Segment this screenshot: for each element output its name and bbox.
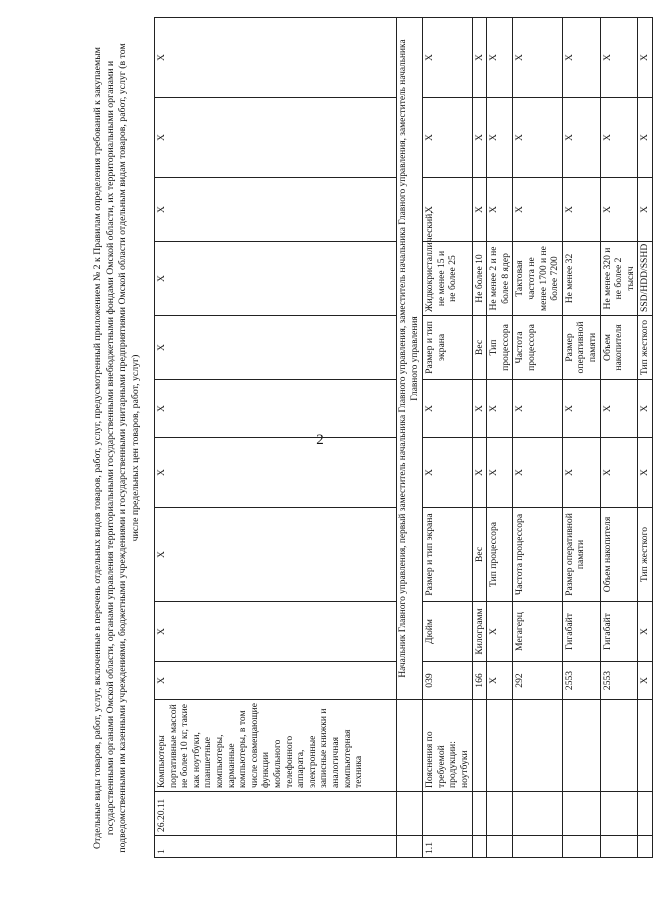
empty-cell [562,792,600,836]
characteristic: Тип процессора [487,316,513,380]
x-mark: X [423,380,472,438]
characteristic: Объем накопителя [600,316,638,380]
empty-cell [513,836,562,858]
characteristic-value: Не менее 2 и не более 8 ядер [487,242,513,316]
okei-code: 039 [423,662,472,700]
empty-cell [562,836,600,858]
empty-cell [513,792,562,836]
table-row [638,18,653,858]
x-mark: X [155,508,397,602]
row1-code: 26.20.11 [155,792,397,836]
okei-code: 166 [472,662,487,700]
empty-cell [487,700,513,792]
x-mark: X [155,18,397,98]
characteristic-value: SSD/HDD/SSHD [638,242,653,316]
characteristic: Вес [472,316,487,380]
x-mark: X [472,98,487,178]
empty-cell [397,836,423,858]
table-row-1 [155,18,397,858]
x-mark: X [472,178,487,242]
x-mark: X [513,438,562,508]
x-mark: X [600,18,638,98]
x-mark: X [423,18,472,98]
unit-name: X [638,602,653,662]
x-mark: X [513,98,562,178]
positions-row: Начальник Главного управления, первый заместитель начальника Главного управления, заместитель начальника Главного управления, заместитель начальника Главного управления [397,18,423,700]
x-mark: X [562,98,600,178]
x-mark: X [487,98,513,178]
rotated-page [92,38,651,858]
characteristic: Вес [472,508,487,602]
x-mark: X [513,380,562,438]
x-mark: X [155,178,397,242]
empty-cell [600,700,638,792]
characteristic: Тип жесткого [638,508,653,602]
x-mark: X [155,98,397,178]
x-mark: X [600,178,638,242]
x-mark: X [155,662,397,700]
empty-cell [638,792,653,836]
table-row [562,18,600,858]
x-mark: X [600,438,638,508]
row1-name: Компьютеры портативные массой не более 10 кг, такие как ноутбуки, планшетные компьютеры, карманные компьютеры, в том числе совмещающие функции мобильного телефонного аппарата, электронные записные книжки и аналогичная компьютерная техника [155,700,397,792]
table-row [472,18,487,858]
x-mark: X [638,18,653,98]
x-mark: X [487,438,513,508]
unit-name: Дюйм [423,602,472,662]
x-mark: X [638,178,653,242]
empty-cell [513,700,562,792]
characteristic-value: Не менее 32 [562,242,600,316]
empty-cell [638,700,653,792]
caption: Отдельные виды товаров, работ, услуг, включенные в перечень отдельных видов товаров, работ, услуг, предусмотренный приложением № 2 к Правилам определения требований к закупаемым государственными органами Омской области, органами управления территориальными государственными внебюджетными фондами Омской области, их территориальными органами и подведомственными им казенными учреждениями, бюджетными учреждениями и государственными унитарными предприятиями Омской области отдельным видам товаров, работ, услуг (в том числе предельных цен товаров, работ, услуг) [92,43,141,853]
characteristic: Тип жесткого [638,316,653,380]
x-mark: X [562,380,600,438]
page-number: 2 [316,432,324,448]
table-row-span [397,18,423,858]
characteristic: Размер и тип экрана [423,508,472,602]
empty-cell [472,836,487,858]
x-mark: X [600,98,638,178]
empty-cell [600,792,638,836]
x-mark: X [600,380,638,438]
empty-cell [600,836,638,858]
empty-cell [562,700,600,792]
okei-code: 292 [513,662,562,700]
unit-name: X [487,602,513,662]
x-mark: X [487,178,513,242]
x-mark: X [513,18,562,98]
empty-cell [472,700,487,792]
okei-code: 2553 [562,662,600,700]
x-mark: X [155,438,397,508]
characteristic: Тип процессора [487,508,513,602]
x-mark: X [423,438,472,508]
empty-cell [423,792,472,836]
characteristic-value: Жидкокристаллический, не менее 15 и не более 25 [423,242,472,316]
empty-cell [397,700,423,792]
table-row [513,18,562,858]
x-mark: X [155,316,397,380]
row11-num: 1.1 [423,836,472,858]
x-mark: X [423,178,472,242]
characteristic: Частота процессора [513,508,562,602]
x-mark: X [562,438,600,508]
x-mark: X [638,438,653,508]
empty-cell [487,792,513,836]
x-mark: X [638,380,653,438]
table-row [600,18,638,858]
characteristic: Объем накопителя [600,508,638,602]
unit-name: Гигабайт [562,602,600,662]
unit-name: Мегагерц [513,602,562,662]
okei-code: 2553 [600,662,638,700]
characteristic-value: Не более 10 [472,242,487,316]
empty-cell [472,792,487,836]
x-mark: X [155,380,397,438]
x-mark: X [487,18,513,98]
characteristic: Частота процессора [513,316,562,380]
x-mark: X [562,178,600,242]
x-mark: X [155,242,397,316]
x-mark: X [472,18,487,98]
empty-cell [487,836,513,858]
row1-num: 1 [155,836,397,858]
x-mark: X [638,98,653,178]
empty-cell [397,792,423,836]
row11-name: Пояснения по требуемой продукции: ноутбуки [423,700,472,792]
characteristic: Размер и тип экрана [423,316,472,380]
x-mark: X [472,438,487,508]
unit-name: Килограмм [472,602,487,662]
okei-code: X [487,662,513,700]
requirements-table [154,17,653,858]
okei-code: X [638,662,653,700]
characteristic: Размер оперативной памяти [562,316,600,380]
empty-cell [638,836,653,858]
unit-name: Гигабайт [600,602,638,662]
x-mark: X [562,18,600,98]
x-mark: X [472,380,487,438]
x-mark: X [513,178,562,242]
table-row [487,18,513,858]
table-row-1-1 [423,18,472,858]
x-mark: X [155,602,397,662]
characteristic: Размер оперативной памяти [562,508,600,602]
x-mark: X [487,380,513,438]
characteristic-value: Тактовая частота не менее 1700 и не более 7200 [513,242,562,316]
characteristic-value: Не менее 320 и не более 2 тысяч [600,242,638,316]
x-mark: X [423,98,472,178]
